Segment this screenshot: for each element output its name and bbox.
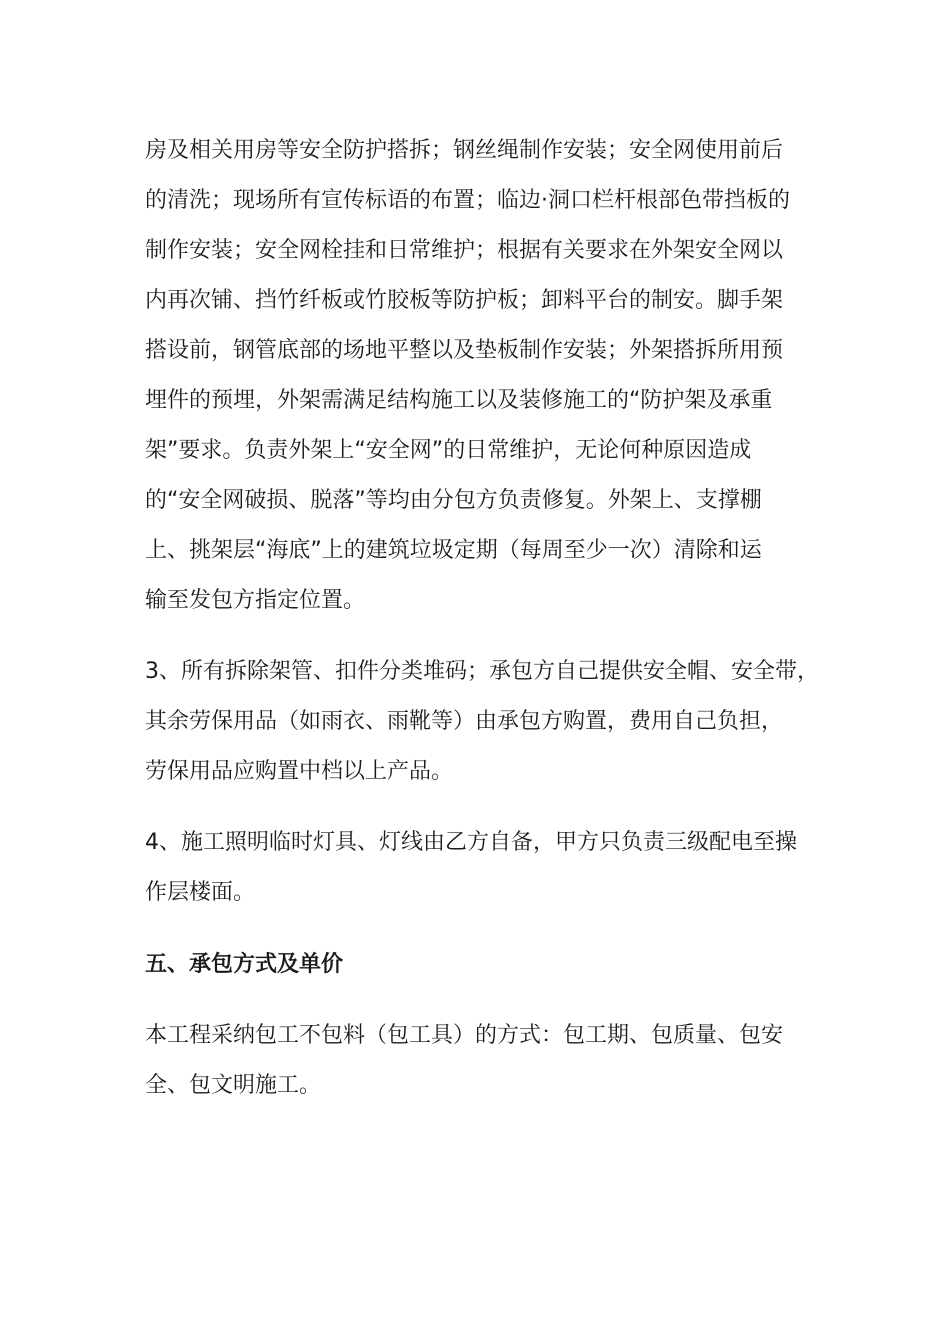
text-line: 的清洗；现场所有宣传标语的布置；临边·洞口栏杆根部色带挡板的: [145, 188, 790, 213]
text-line: 劳保用品应购置中档以上产品。: [145, 759, 454, 784]
text-line: 的“安全网破损、脱落”等均由分包方负责修复。外架上、支撑棚: [145, 488, 762, 513]
text-line: 作层楼面。: [145, 880, 256, 905]
text-line: 上、挑架层“海底”上的建筑垃圾定期（每周至少一次）清除和运: [145, 538, 762, 563]
text-line: 4、施工照明临时灯具、灯线由乙方自备，甲方只负责三级配电至操: [145, 830, 797, 855]
text-line: 本工程采纳包工不包料（包工具）的方式：包工期、包质量、包安: [145, 1023, 784, 1048]
text-line: 房及相关用房等安全防护搭拆；钢丝绳制作安装；安全网使用前后: [145, 138, 784, 163]
text-line: 其余劳保用品（如雨衣、雨靴等）由承包方购置，费用自己负担，: [145, 709, 784, 734]
text-line: 埋件的预埋，外架需满足结构施工以及装修施工的“防护架及承重: [145, 388, 773, 413]
text-line: 搭设前，钢管底部的场地平整以及垫板制作安装；外架搭拆所用预: [145, 338, 784, 363]
text-line: 架”要求。负责外架上“安全网”的日常维护，无论何种原因造成: [145, 438, 752, 463]
text-line: 制作安装；安全网栓挂和日常维护；根据有关要求在外架安全网以: [145, 238, 784, 263]
text-line: 3、所有拆除架管、扣件分类堆码；承包方自己提供安全帽、安全带，: [145, 659, 819, 684]
text-line: 输至发包方指定位置。: [145, 588, 366, 613]
section-heading: 五、承包方式及单价: [145, 952, 344, 977]
text-line: 内再次铺、挡竹纤板或竹胶板等防护板；卸料平台的制安。脚手架: [145, 288, 784, 313]
text-line: 全、包文明施工。: [145, 1073, 322, 1098]
